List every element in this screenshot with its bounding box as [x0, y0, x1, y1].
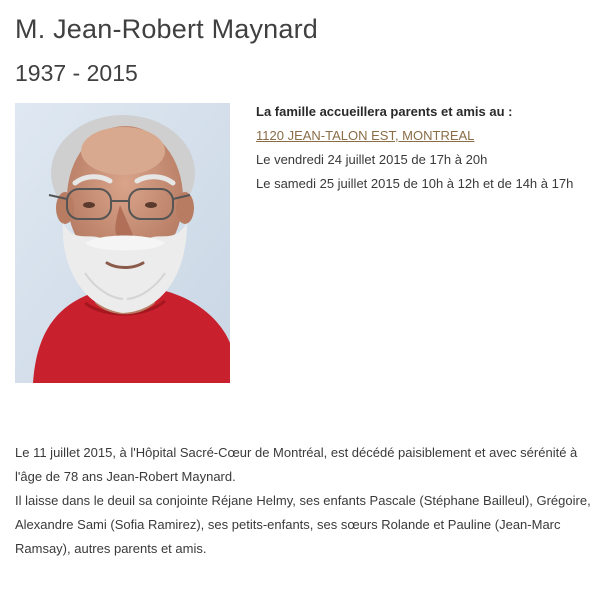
portrait-photo	[15, 103, 230, 383]
obituary-paragraph-survivors: Il laisse dans le deuil sa conjointe Réjane Helmy, ses enfants Pascale (Stéphane Bailleul), Grégoire, Alexandre Sami (Sofia Ramirez), ses petits-enfants, ses sœurs Rolande et Pauline (Jean-Marc Ramsay), autres parents et amis.	[15, 493, 591, 556]
life-dates: 1937 - 2015	[15, 60, 138, 86]
visitation-date-friday: Le vendredi 24 juillet 2015 de 17h à 20h	[256, 152, 488, 167]
visitation-info	[256, 100, 573, 196]
visitation-date-saturday: Le samedi 25 juillet 2015 de 10h à 12h et de 14h à 17h	[256, 176, 574, 191]
funeral-home-address-link[interactable]: 1120 JEAN-TALON EST, MONTREAL	[256, 128, 475, 143]
page-title: M. Jean-Robert Maynard	[15, 14, 319, 44]
obituary-text	[15, 441, 595, 561]
visitation-heading: La famille accueillera parents et amis au :	[256, 104, 513, 119]
obituary-paragraph-death: Le 11 juillet 2015, à l'Hôpital Sacré-Cœur de Montréal, est décédé paisiblement et avec sérénité à l'âge de 78 ans Jean-Robert Maynard.	[15, 445, 578, 484]
